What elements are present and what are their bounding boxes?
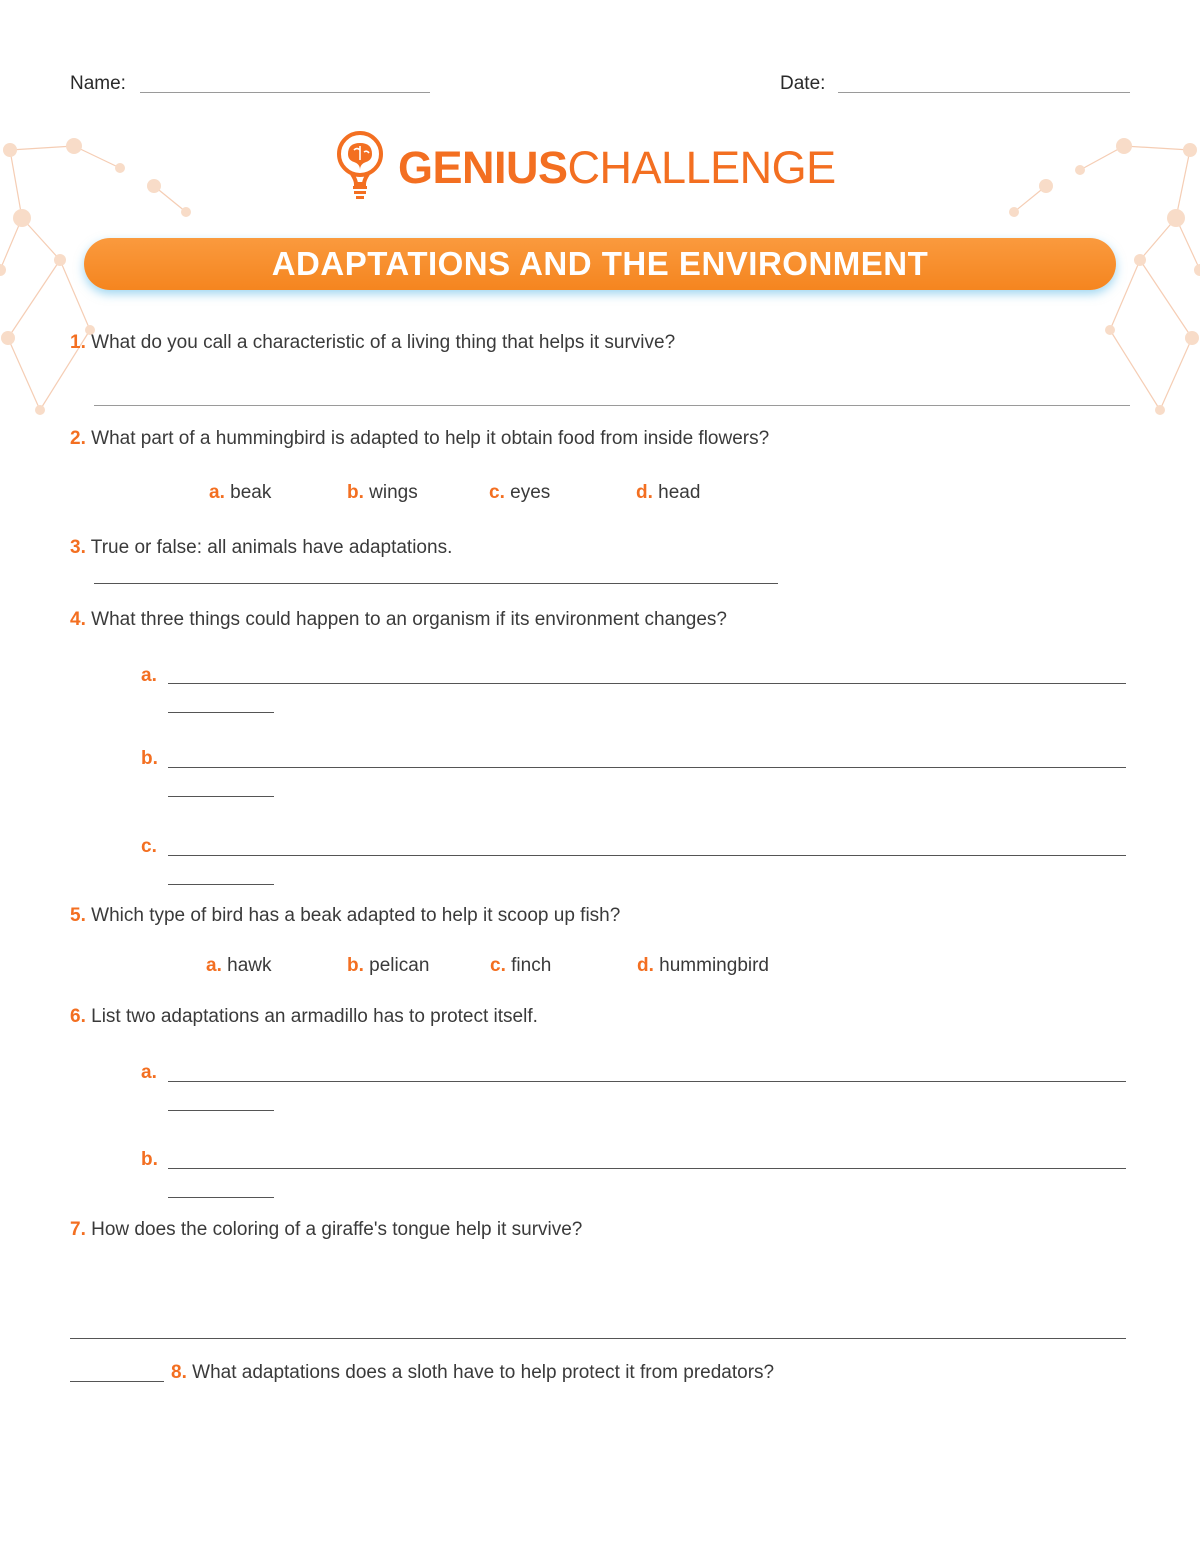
answer-line-3[interactable] (94, 583, 778, 584)
option-letter: b. (347, 955, 364, 976)
answer-line-6a-cont[interactable] (168, 1110, 274, 1111)
page-title: ADAPTATIONS AND THE ENVIRONMENT (271, 245, 929, 282)
question-number: 5. (70, 905, 86, 926)
answer-line-1[interactable] (94, 405, 1130, 406)
answer-line-4c[interactable] (168, 855, 1126, 856)
answer-line-6b-cont[interactable] (168, 1197, 274, 1198)
option-letter: c. (489, 482, 505, 503)
option-c[interactable] (489, 482, 550, 504)
question-number: 2. (70, 428, 86, 449)
option-letter: a. (206, 955, 222, 976)
brand-wordmark-bold: GENIUS (398, 142, 568, 193)
name-label: Name: (70, 73, 126, 94)
question-4 (70, 609, 727, 631)
answer-line-4b[interactable] (168, 767, 1126, 768)
answer-letter-4a: a. (141, 665, 157, 686)
option-text: eyes (510, 482, 551, 503)
question-text: List two adaptations an armadillo has to protect itself. (91, 1006, 538, 1027)
question-text: What do you call a characteristic of a living thing that helps it survive? (91, 332, 676, 353)
question-6 (70, 1006, 538, 1028)
option-c[interactable] (490, 955, 551, 977)
question-number: 7. (70, 1219, 86, 1240)
answer-line-4b-cont[interactable] (168, 796, 274, 797)
question-number: 4. (70, 609, 86, 630)
option-letter: c. (490, 955, 506, 976)
option-text: hawk (227, 955, 272, 976)
option-a[interactable] (209, 482, 271, 504)
name-field[interactable] (140, 92, 430, 93)
question-text: True or false: all animals have adaptations. (90, 537, 453, 558)
option-letter: b. (347, 482, 364, 503)
answer-line-6a[interactable] (168, 1081, 1126, 1082)
question-5 (70, 905, 620, 927)
answer-letter-4c: c. (141, 836, 157, 857)
brand-wordmark-light: CHALLENGE (567, 142, 836, 193)
question-3 (70, 537, 452, 559)
option-text: pelican (369, 955, 430, 976)
answer-letter-4b: b. (141, 748, 158, 769)
option-b[interactable] (347, 482, 418, 504)
option-text: hummingbird (659, 955, 769, 976)
question-number: 1. (70, 332, 86, 353)
answer-line-6b[interactable] (168, 1168, 1126, 1169)
question-number: 8. (171, 1362, 187, 1383)
option-text: finch (511, 955, 552, 976)
question-text: What part of a hummingbird is adapted to help it obtain food from inside flowers? (91, 428, 770, 449)
answer-line-7[interactable] (70, 1338, 1126, 1339)
answer-letter-6b: b. (141, 1149, 158, 1170)
answer-line-4a[interactable] (168, 683, 1126, 684)
option-text: beak (230, 482, 272, 503)
question-8 (171, 1362, 774, 1384)
lightbulb-brain-icon (336, 130, 392, 200)
question-text: Which type of bird has a beak adapted to help it scoop up fish? (91, 905, 621, 926)
answer-line-4c-cont[interactable] (168, 884, 274, 885)
option-letter: a. (209, 482, 225, 503)
question-number: 3. (70, 537, 86, 558)
question-7 (70, 1219, 582, 1241)
option-text: head (658, 482, 701, 503)
answer-letter-6a: a. (141, 1062, 157, 1083)
title-banner (84, 238, 1116, 290)
question-text: What adaptations does a sloth have to help protect it from predators? (192, 1362, 775, 1383)
option-letter: d. (636, 482, 653, 503)
answer-line-7-cont[interactable] (70, 1381, 164, 1382)
answer-line-4a-cont[interactable] (168, 712, 274, 713)
option-b[interactable] (347, 955, 429, 977)
date-field[interactable] (838, 92, 1130, 93)
question-2 (70, 428, 769, 450)
option-d[interactable] (636, 482, 700, 504)
option-d[interactable] (637, 955, 769, 977)
question-text: What three things could happen to an organism if its environment changes? (91, 609, 727, 630)
question-text: How does the coloring of a giraffe's tongue help it survive? (91, 1219, 583, 1240)
question-1 (70, 332, 675, 354)
question-number: 6. (70, 1006, 86, 1027)
brand-wordmark (398, 144, 836, 192)
option-letter: d. (637, 955, 654, 976)
option-text: wings (369, 482, 418, 503)
date-label: Date: (780, 73, 826, 94)
option-a[interactable] (206, 955, 272, 977)
